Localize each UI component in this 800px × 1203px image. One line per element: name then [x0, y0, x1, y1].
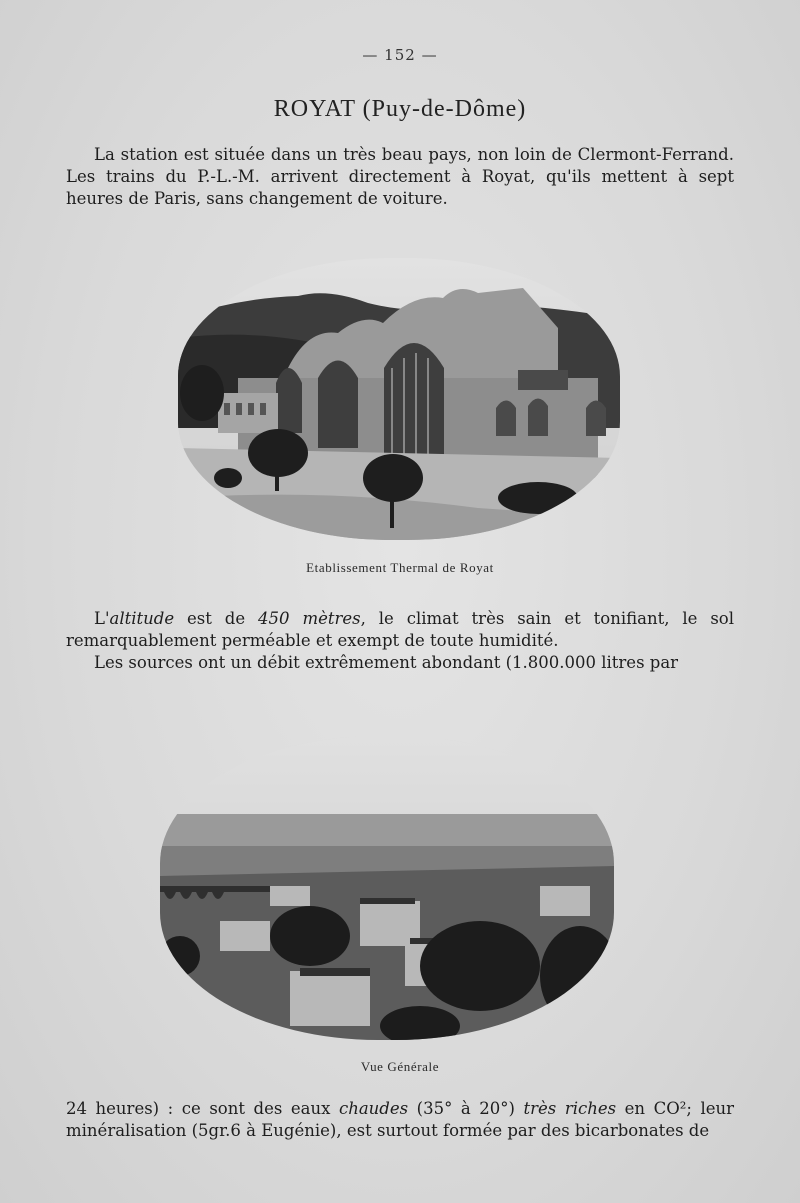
photographer-signature: L. PEIGLER: [482, 1030, 520, 1038]
altitude-word: altitude: [109, 609, 175, 628]
altitude-value: 450 mètres: [258, 609, 361, 628]
page-title: ROYAT (Puy-de-Dôme): [273, 96, 527, 122]
page-number: — 152 —: [362, 46, 438, 64]
altitude-lead: L': [94, 609, 110, 628]
sources-text: Les sources ont un débit extrêmement abondant (1.800.000 litres par: [94, 653, 679, 672]
thermal-establishment-photo: [178, 258, 620, 540]
chaudes-word: chaudes: [338, 1099, 409, 1118]
composition-c: en CO²; leur minéralisation (5gr.6 à Eugénie), est surtout formée par des bicarbonates de: [66, 1099, 735, 1140]
altitude-text: [66, 608, 734, 652]
altitude-mid: est de: [174, 609, 259, 628]
figure-caption-1: Etablissement Thermal de Royat: [306, 560, 494, 575]
general-view-photo: [160, 736, 614, 1040]
composition-b: (35° à 20°): [408, 1099, 524, 1118]
intro-paragraph: [66, 144, 734, 210]
altitude-rest: , le climat très sain et tonifiant, le sol remarquablement perméable et exempt de toute humidité.: [66, 609, 735, 650]
plate-number: 106: [212, 503, 228, 512]
intro-text: La station est située dans un très beau pays, non loin de Clermont-Ferrand. Les trains du P.-L.-M. arrivent directement à Royat, qu'ils mettent à sept heures de Paris, sans changement de voiture.: [66, 145, 734, 208]
composition-paragraph: [66, 1098, 734, 1142]
tres-riches-word: très riches: [523, 1099, 617, 1118]
composition-text: [66, 1098, 734, 1142]
composition-a: 24 heures) : ce sont des eaux: [66, 1099, 339, 1118]
altitude-paragraph: [66, 608, 734, 674]
figure-caption-2: Vue Générale: [360, 1059, 440, 1074]
